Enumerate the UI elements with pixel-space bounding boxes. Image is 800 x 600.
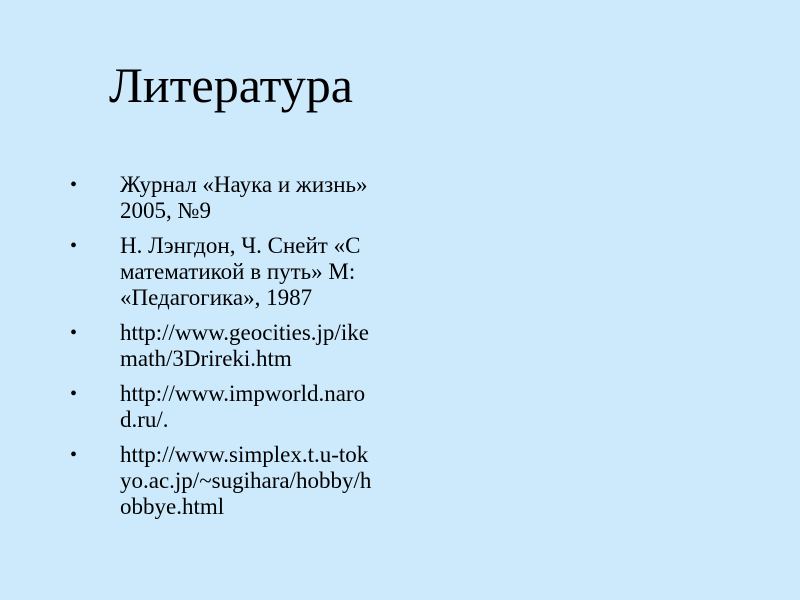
bullet-icon: • <box>70 322 78 344</box>
reference-line: http://www.simplex.t.u-tok <box>120 442 369 467</box>
reference-line: «Педагогика», 1987 <box>120 285 313 310</box>
reference-line: obbye.html <box>120 494 225 519</box>
reference-item <box>70 442 440 520</box>
reference-line: yo.ac.jp/~sugihara/hobby/h <box>120 468 372 493</box>
bullet-icon: • <box>70 444 78 466</box>
reference-line: Н. Лэнгдон, Ч. Снейт «С <box>120 233 361 258</box>
bullet-icon: • <box>70 235 78 257</box>
reference-list <box>70 172 440 529</box>
bullet-icon: • <box>70 383 78 405</box>
reference-line: http://www.geocities.jp/ike <box>120 320 369 345</box>
reference-line: math/3Drireki.htm <box>120 346 292 371</box>
slide-title: Литература <box>109 57 353 113</box>
reference-line: d.ru/. <box>120 407 169 432</box>
reference-item <box>70 320 440 372</box>
reference-item <box>70 172 440 224</box>
bullet-icon: • <box>70 174 78 196</box>
reference-item <box>70 381 440 433</box>
reference-line: Журнал «Наука и жизнь» <box>120 172 368 197</box>
reference-line: http://www.impworld.narо <box>120 381 366 406</box>
reference-line: математикой в путь» М: <box>120 259 356 284</box>
reference-line: 2005, №9 <box>120 198 211 223</box>
reference-item <box>70 233 440 311</box>
